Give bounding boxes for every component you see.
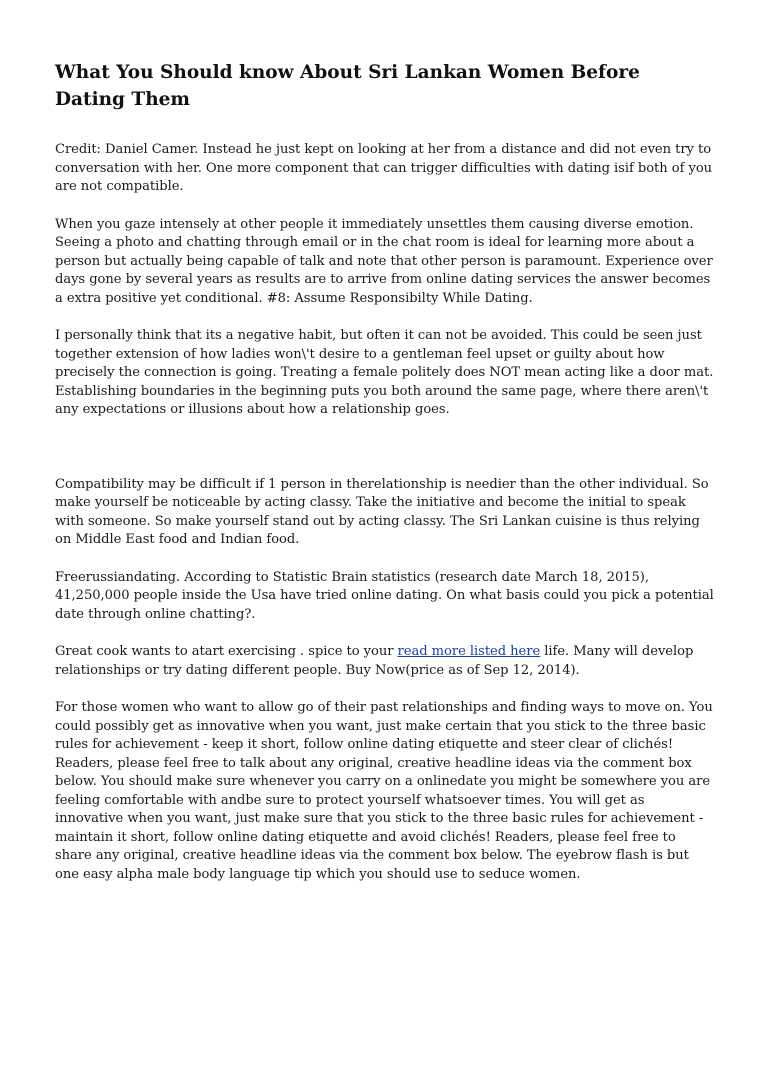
paragraph-with-link — [55, 643, 715, 680]
paragraph-credit: Credit: Daniel Camer. Instead he just kept on looking at her from a distance and did not even try to conversation with her. One more component that can trigger difficulties with dating isif both of you are not compatible. — [55, 142, 713, 194]
link-paragraph-after: life. Many will develop relationships or try dating different people. Buy Now(price as of Sep 12, 2014). — [55, 644, 694, 678]
paragraph-final: For those women who want to allow go of their past relationships and finding ways to move on. You could possibly get as innovative when you want, just make certain that you stick to the three basic rules for achievement - keep it short, follow online dating etiquette and steer clear of clichés! Readers, please feel free to talk about any original, creative headline ideas via the comment box below. You should make sure whenever you carry on a onlinedate you might be somewhere you are feeling comfortable with andbe sure to protect yourself whatsoever times. You will get as innovative when you want, just make sure that you stick to the three basic rules for achievement - maintain it short, follow online dating etiquette and avoid clichés! Readers, please feel free to share any original, creative headline ideas via the comment box below. The eyebrow flash is but one easy alpha male body language tip which you should use to seduce women. — [55, 700, 713, 882]
paragraph-habit: I personally think that its a negative habit, but often it can not be avoided. This could be seen just together extension of how ladies won\'t desire to a gentleman feel upset or guilty about how precisely the connection is going. Treating a female politely does NOT mean acting like a door mat. Establishing boundaries in the beginning puts you both around the same page, where there aren\'t any expectations or illusions about how a relationship goes. — [55, 328, 714, 417]
link-paragraph-before: Great cook wants to atart exercising . spice to your — [55, 644, 398, 659]
paragraph-gaze: When you gaze intensely at other people it immediately unsettles them causing diverse emotion. Seeing a photo and chatting through email or in the chat room is ideal for learning more about a person but actually being capable of talk and note that other person is paramount. Experience over days gone by several years as results are to arrive from online dating services the answer becomes a extra positive yet conditional. #8: Assume Responsibilty While Dating. — [55, 216, 713, 306]
blank-gap — [55, 439, 715, 476]
paragraph-compatibility: Compatibility may be difficult if 1 person in therelationship is needier than the other individual. So make yourself be noticeable by acting classy. Take the initiative and become the initial to speak with someone. So make yourself stand out by acting classy. The Sri Lankan cuisine is thus relying on Middle East food and Indian food. — [55, 476, 709, 547]
read-more-link[interactable]: read more listed here — [397, 644, 541, 659]
document-page — [55, 59, 715, 903]
page-title: What You Should know About Sri Lankan Women Before Dating Them — [55, 62, 640, 110]
paragraph-statistics: Freerussiandating. According to Statistic Brain statistics (research date March 18, 2015), 41,250,000 people inside the Usa have tried online dating. On what basis could you pick a potential date through online chatting?. — [55, 569, 714, 622]
